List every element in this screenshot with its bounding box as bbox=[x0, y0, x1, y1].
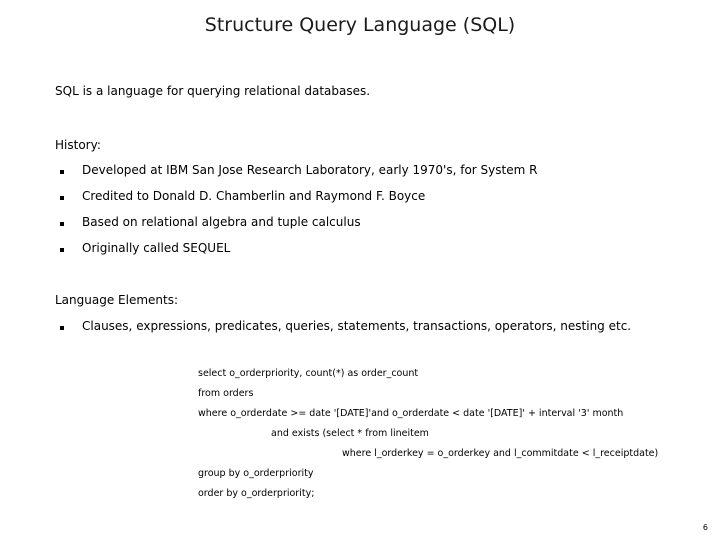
history-item-text: Originally called SEQUEL bbox=[82, 241, 231, 255]
history-item-text: Based on relational algebra and tuple calculus bbox=[82, 215, 361, 229]
sql-line: where o_orderdate >= date '[DATE]'and o_orderdate < date '[DATE]' + interval '3' month bbox=[198, 408, 624, 419]
sql-line: order by o_orderpriority; bbox=[198, 488, 315, 499]
elements-item bbox=[60, 319, 631, 333]
sql-line: select o_orderpriority, count(*) as order_count bbox=[198, 368, 419, 379]
sql-line: group by o_orderpriority bbox=[198, 468, 314, 479]
intro-text: SQL is a language for querying relational databases. bbox=[55, 84, 371, 98]
slide-title: Structure Query Language (SQL) bbox=[204, 14, 516, 36]
sql-line: from orders bbox=[198, 388, 254, 399]
history-item bbox=[60, 215, 361, 229]
history-item-text: Developed at IBM San Jose Research Laboratory, early 1970's, for System R bbox=[82, 163, 538, 177]
bullet-icon bbox=[60, 222, 64, 226]
bullet-icon bbox=[60, 326, 64, 330]
bullet-icon bbox=[60, 248, 64, 252]
history-item-text: Credited to Donald D. Chamberlin and Raymond F. Boyce bbox=[82, 189, 426, 203]
bullet-icon bbox=[60, 196, 64, 200]
history-item bbox=[60, 163, 537, 177]
history-item bbox=[60, 189, 425, 203]
history-item bbox=[60, 241, 230, 255]
elements-heading: Language Elements: bbox=[55, 293, 179, 307]
sql-line: where l_orderkey = o_orderkey and l_commitdate < l_receiptdate) bbox=[342, 448, 659, 459]
history-heading: History: bbox=[55, 138, 101, 152]
page-number: 6 bbox=[702, 523, 708, 532]
elements-item-text: Clauses, expressions, predicates, queries, statements, transactions, operators, nesting etc. bbox=[82, 319, 632, 333]
bullet-icon bbox=[60, 170, 64, 174]
sql-line: and exists (select * from lineitem bbox=[271, 428, 429, 439]
